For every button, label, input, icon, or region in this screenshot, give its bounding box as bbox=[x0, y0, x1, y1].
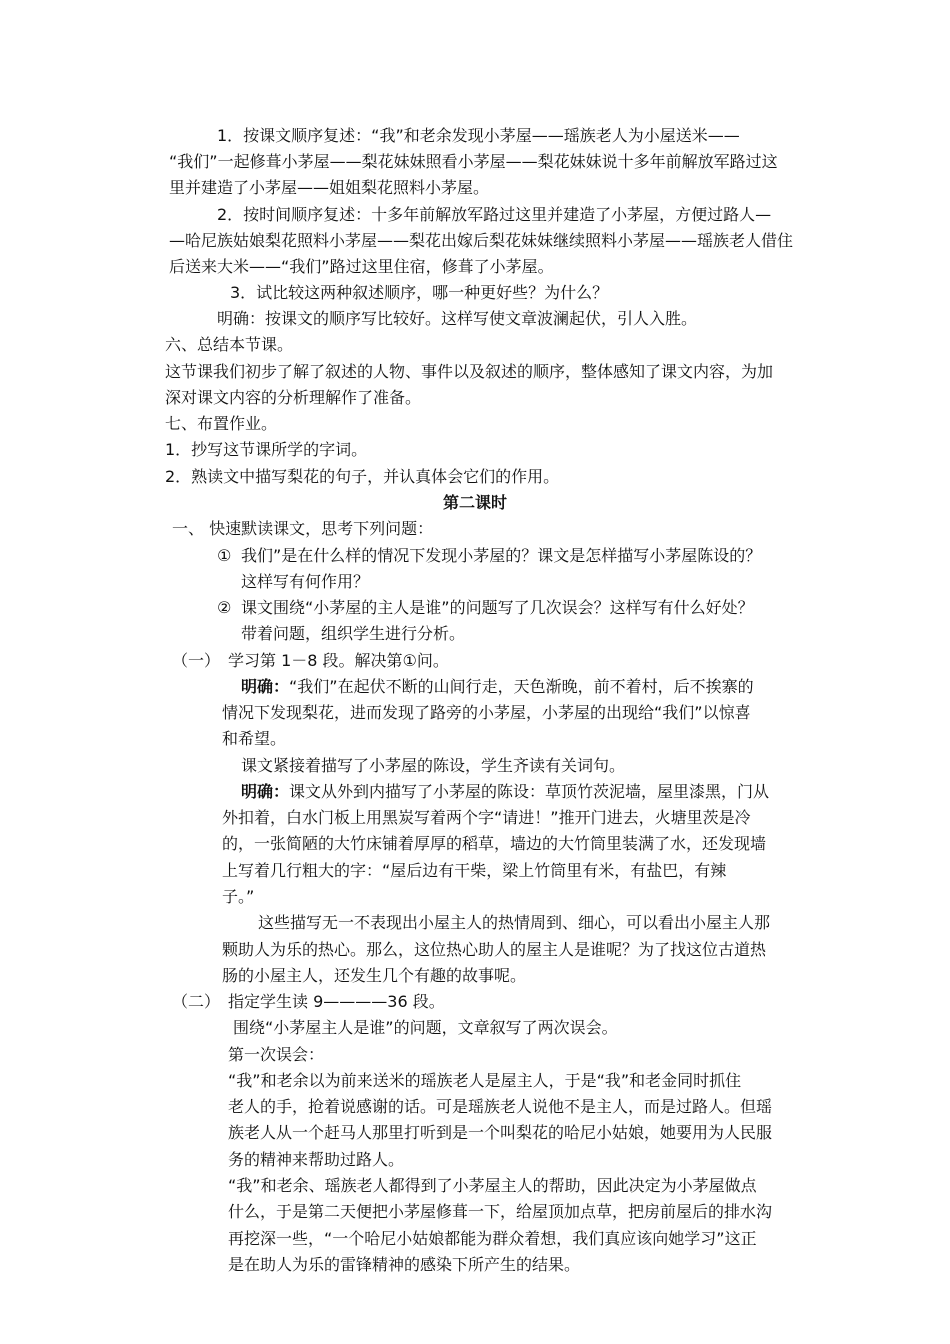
subsection-1-label: （一） bbox=[172, 651, 221, 670]
retell-item-2-line-2: —哈尼族姑娘梨花照料小茅屋——梨花出嫁后梨花妹妹继续照料小茅屋——瑶族老人借住 bbox=[169, 231, 794, 250]
homework-item-1: 1．抄写这节课所学的字词。 bbox=[165, 440, 368, 459]
question-2-marker: ② bbox=[217, 598, 232, 617]
subsection-1-note: 课文紧接着描写了小茅屋的陈设，学生齐读有关词句。 bbox=[241, 756, 626, 775]
subsection-1-answer-2-line-1 bbox=[241, 780, 769, 804]
subsection-1-answer-1-line-1 bbox=[241, 675, 754, 699]
answer-2-line-1-text: 课文从外到内描写了小茅屋的陈设：草顶竹茨泥墙，屋里漆黑，门从 bbox=[289, 782, 770, 801]
misunderstanding-paragraph-2-line-2: 什么，于是第二天便把小茅屋修葺一下，给屋顶加点草，把房前屋后的排水沟 bbox=[228, 1202, 773, 1221]
misunderstanding-paragraph-1-line-2: 老人的手，抢着说感谢的话。可是瑶族老人说他不是主人，而是过路人。但瑶 bbox=[228, 1097, 773, 1116]
question-1-line-2: 这样写有何作用？ bbox=[241, 572, 370, 591]
homework-item-2: 2．熟读文中描写梨花的句子，并认真体会它们的作用。 bbox=[165, 467, 560, 486]
subsection-1-answer-1-line-3: 和希望。 bbox=[222, 729, 287, 748]
subsection-1-answer-2-line-4: 上写着几行粗大的字：“屋后边有干柴，梁上竹筒里有米，有盐巴，有辣 bbox=[222, 861, 727, 880]
misunderstanding-paragraph-2-line-1: “我”和老余、瑶族老人都得到了小茅屋主人的帮助，因此决定为小茅屋做点 bbox=[228, 1176, 757, 1195]
questions-heading: 一、 快速默读课文，思考下列问题： bbox=[172, 519, 434, 538]
question-1-line-1: 我们”是在什么样的情况下发现小茅屋的？课文是怎样描写小茅屋陈设的？ bbox=[241, 546, 762, 565]
subsection-1-answer-2-line-3: 的，一张简陋的大竹床铺着厚厚的稻草，墙边的大竹筒里装满了水，还发现墙 bbox=[222, 834, 767, 853]
section-6-text-line-2: 深对课文内容的分析理解作了准备。 bbox=[165, 388, 422, 407]
question-2-line-1: 课文围绕“小茅屋的主人是谁”的问题写了几次误会？这样写有什么好处？ bbox=[241, 598, 754, 617]
misunderstanding-paragraph-1-line-4: 务的精神来帮助过路人。 bbox=[228, 1150, 405, 1169]
subsection-2-label: （二） bbox=[172, 992, 221, 1011]
misunderstanding-paragraph-1-line-3: 族老人从一个赶马人那里打听到是一个叫梨花的哈尼小姑娘，她要用为人民服 bbox=[228, 1123, 773, 1142]
retell-item-1-line-3: 里并建造了小茅屋——姐姐梨花照料小茅屋。 bbox=[169, 178, 490, 197]
question-2-line-2: 带着问题，组织学生进行分析。 bbox=[241, 624, 466, 643]
lesson-2-title: 第二课时 bbox=[443, 493, 508, 512]
answer-2-prefix: 明确： bbox=[241, 782, 290, 801]
question-1-marker: ① bbox=[217, 546, 232, 565]
section-7-heading: 七、布置作业。 bbox=[165, 414, 278, 433]
misunderstanding-paragraph-1-line-1: “我”和老余以为前来送米的瑶族老人是屋主人，于是“我”和老金同时抓住 bbox=[228, 1071, 742, 1090]
subsection-1-answer-2-line-2: 外扣着，白水门板上用黑炭写着两个字“请进！”推开门进去，火塘里茨是冷 bbox=[222, 808, 751, 827]
answer-text: 按课文的顺序写比较好。这样写使文章波澜起伏，引人入胜。 bbox=[265, 309, 698, 328]
subsection-1-answer-2-line-5: 子。” bbox=[222, 887, 255, 906]
answer-1-line-1-text: “我们”在起伏不断的山间行走，天色渐晚，前不着村，后不挨寨的 bbox=[289, 677, 754, 696]
subsection-1-title: 学习第 1－8 段。解决第①问。 bbox=[228, 651, 449, 670]
subsection-1-summary-line-3: 肠的小屋主人，还发生几个有趣的故事呢。 bbox=[222, 966, 527, 985]
compare-answer bbox=[217, 307, 697, 331]
answer-prefix: 明确： bbox=[217, 309, 266, 328]
answer-1-prefix: 明确： bbox=[241, 677, 290, 696]
subsection-2-title: 指定学生读 9————36 段。 bbox=[228, 992, 445, 1011]
retell-item-1-line-2: “我们”一起修葺小茅屋——梨花妹妹照看小茅屋——梨花妹妹说十多年前解放军路过这 bbox=[169, 152, 778, 171]
retell-item-1-line-1: 1．按课文顺序复述：“我”和老余发现小茅屋——瑶族老人为小屋送米—— bbox=[217, 126, 740, 145]
first-misunderstanding-heading: 第一次误会： bbox=[228, 1045, 325, 1064]
misunderstanding-paragraph-2-line-3: 再挖深一些，“一个哈尼小姑娘都能为群众着想，我们真应该向她学习”这正 bbox=[228, 1229, 757, 1248]
retell-item-2-line-3: 后送来大米——“我们”路过这里住宿，修葺了小茅屋。 bbox=[169, 257, 554, 276]
section-6-text-line-1: 这节课我们初步了解了叙述的人物、事件以及叙述的顺序，整体感知了课文内容，为加 bbox=[165, 362, 774, 381]
subsection-1-summary-line-1: 这些描写无一不表现出小屋主人的热情周到、细心，可以看出小屋主人那 bbox=[258, 913, 771, 932]
subsection-1-summary-line-2: 颗助人为乐的热心。那么，这位热心助人的屋主人是谁呢？为了找这位古道热 bbox=[222, 940, 767, 959]
retell-item-2-line-1: 2．按时间顺序复述：十多年前解放军路过这里并建造了小茅屋，方便过路人— bbox=[217, 205, 772, 224]
subsection-2-intro: 围绕“小茅屋主人是谁”的问题，文章叙写了两次误会。 bbox=[233, 1018, 618, 1037]
compare-question: 3．试比较这两种叙述顺序，哪一种更好些？为什么？ bbox=[230, 283, 609, 302]
misunderstanding-paragraph-2-line-4: 是在助人为乐的雷锋精神的感染下所产生的结果。 bbox=[228, 1255, 581, 1274]
subsection-1-answer-1-line-2: 情况下发现梨花，进而发现了路旁的小茅屋，小茅屋的出现给“我们”以惊喜 bbox=[222, 703, 751, 722]
section-6-heading: 六、总结本节课。 bbox=[165, 335, 294, 354]
